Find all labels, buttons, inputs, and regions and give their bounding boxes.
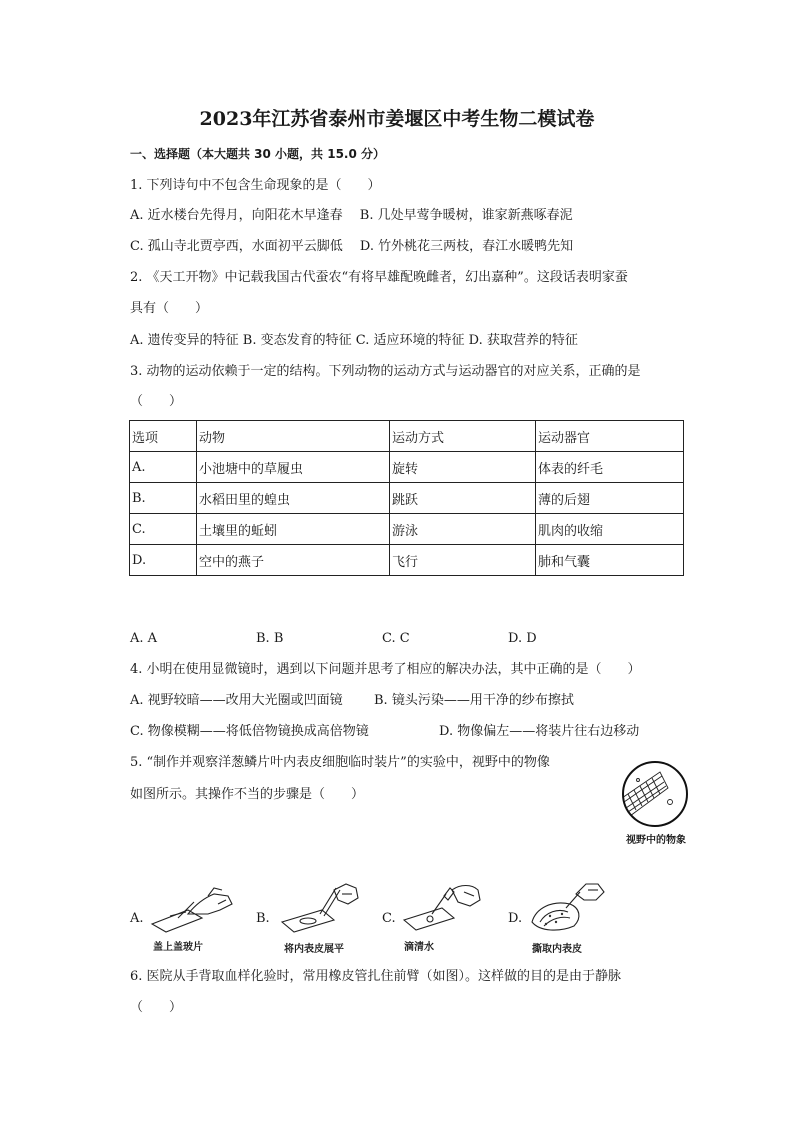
table-cell: 跳跃 (390, 483, 536, 514)
question-5-option-b-label: B. (256, 911, 270, 926)
question-5-stem-cont: 如图所示。其操作不当的步骤是（ ） (130, 787, 365, 802)
question-1-options-ab: A. 近水楼台先得月，向阳花木早逢春 B. 几处早莺争暖树，谁家新燕啄春泥 (130, 208, 573, 223)
table-cell: 水稻田里的蝗虫 (197, 483, 390, 514)
question-5-caption-d: 撕取内表皮 (532, 944, 582, 955)
question-3-option-c: C. C (382, 631, 410, 646)
page-title: 2023年江苏省泰州市姜堰区中考生物二模试卷 (199, 108, 595, 130)
question-3-option-b: B. B (256, 631, 284, 646)
question-1-options-cd: C. 孤山寺北贾亭西，水面初平云脚低 D. 竹外桃花三两枝，春江水暖鸭先知 (130, 239, 574, 254)
question-3-option-d: D. D (508, 631, 537, 646)
table-header-cell: 运动方式 (390, 421, 536, 452)
table-cell: 肺和气囊 (536, 545, 684, 576)
question-3-table (129, 420, 684, 576)
question-3-option-a: A. A (130, 631, 158, 646)
section-heading: 一、选择题（本大题共 30 小题，共 15.0 分） (130, 147, 386, 161)
microscope-view-figure (620, 758, 690, 830)
question-5-option-a-label: A. (130, 911, 144, 926)
question-4-stem: 4. 小明在使用显微镜时，遇到以下问题并思考了相应的解决办法，其中正确的是（ ） (130, 662, 641, 677)
table-cell: 飞行 (390, 545, 536, 576)
question-2-stem: 2. 《天工开物》中记载我国古代蚕农“有将早雄配晚雌者，幻出嘉种”。这段话表明家蚕 (130, 270, 628, 285)
cover-slip-illustration (148, 884, 238, 934)
table-row (130, 514, 684, 545)
table-cell: 旋转 (390, 452, 536, 483)
question-4-option-d: D. 物像偏左——将装片往右边移动 (439, 724, 640, 739)
question-4-option-a: A. 视野较暗——改用大光圈或凹面镜 (130, 693, 343, 708)
table-cell: 空中的燕子 (197, 545, 390, 576)
question-2-options: A. 遗传变异的特征 B. 变态发育的特征 C. 适应环境的特征 D. 获取营养的特征 (130, 333, 578, 348)
table-cell: B. (130, 483, 197, 514)
question-1-stem: 1. 下列诗句中不包含生命现象的是（ ） (130, 178, 381, 193)
table-row (130, 452, 684, 483)
peel-epidermis-illustration (526, 878, 616, 936)
question-4-option-c: C. 物像模糊——将低倍物镜换成高倍物镜 (130, 724, 369, 739)
question-5-stem: 5. “制作并观察洋葱鳞片叶内表皮细胞临时装片”的实验中，视野中的物像 (130, 755, 550, 770)
question-5-caption-a: 盖上盖玻片 (153, 942, 203, 953)
table-header-cell: 运动器官 (536, 421, 684, 452)
question-5-caption-b: 将内表皮展平 (284, 944, 344, 955)
table-header-cell: 动物 (197, 421, 390, 452)
question-6-stem-cont: （ ） (130, 1000, 183, 1015)
drop-water-illustration (400, 880, 490, 936)
question-2-stem-cont: 具有（ ） (130, 301, 209, 316)
question-3-stem: 3. 动物的运动依赖于一定的结构。下列动物的运动方式与运动器官的对应关系，正确的是 (130, 364, 641, 379)
question-3-stem-cont: （ ） (130, 394, 183, 409)
table-cell: 薄的后翅 (536, 483, 684, 514)
table-header-row (130, 421, 684, 452)
table-cell: A. (130, 452, 197, 483)
table-cell: 游泳 (390, 514, 536, 545)
figure-caption: 视野中的物象 (626, 835, 686, 846)
table-cell: 土壤里的蚯蚓 (197, 514, 390, 545)
table-row (130, 545, 684, 576)
question-6-stem: 6. 医院从手背取血样化验时，常用橡皮管扎住前臂（如图）。这样做的目的是由于静脉 (130, 969, 622, 984)
table-cell: 体表的纤毛 (536, 452, 684, 483)
table-cell: D. (130, 545, 197, 576)
question-4-option-b: B. 镜头污染——用干净的纱布擦拭 (374, 693, 574, 708)
table-row (130, 483, 684, 514)
table-cell: C. (130, 514, 197, 545)
spread-epidermis-illustration (276, 880, 366, 936)
table-cell: 肌肉的收缩 (536, 514, 684, 545)
question-5-caption-c: 滴清水 (404, 942, 434, 953)
table-cell: 小池塘中的草履虫 (197, 452, 390, 483)
question-5-option-d-label: D. (508, 911, 523, 926)
question-5-option-c-label: C. (382, 911, 396, 926)
table-header-cell: 选项 (130, 421, 197, 452)
